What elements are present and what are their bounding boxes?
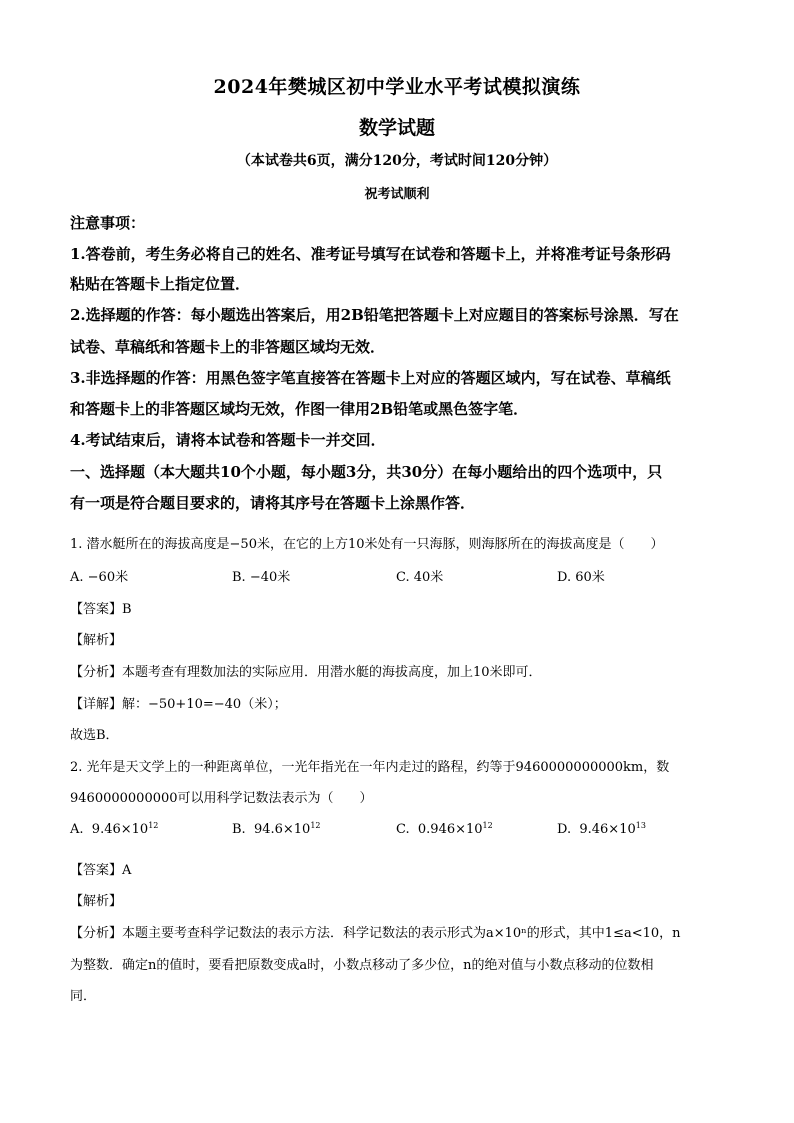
q2-fenxi-end: 同． (70, 989, 97, 1004)
q2-option-a: A. $9.46\times 10^{12}$ (70, 821, 159, 837)
q2-analysis-label: 【解析】 (70, 894, 123, 909)
q1-analysis-label: 【解析】 (70, 633, 123, 648)
notice-line: 2.选择题的作答：每小题选出答案后，用2B铅笔把答题卡上对应题目的答案标号涂黑．写在 (70, 306, 679, 324)
notice-heading: 注意事项： (70, 214, 146, 232)
section-heading-cont: 有一项是符合题目要求的，请将其序号在答题卡上涂黑作答． (70, 494, 476, 512)
q1-detail: 【详解】解：−50+10=−40（米）； (70, 697, 287, 712)
q2-fenxi-cont: 为整数．确定n的值时，要看把原数变成a时，小数点移动了多少位，n的绝对值与小数点移动的位数相 (70, 958, 654, 973)
q1-answer: 【答案】B (70, 602, 132, 617)
q2-option-b: B. $94.6\times 10^{12}$ (232, 821, 321, 837)
exam-info: （本试卷共6页，满分120分，考试时间120分钟） (236, 153, 558, 169)
q1-option-b: B. −40米 (232, 570, 291, 585)
q1-choose: 故选B． (70, 728, 119, 743)
notice-line: 试卷、草稿纸和答题卡上的非答题区域均无效． (70, 338, 386, 356)
q1-option-a: A. −60米 (70, 570, 129, 585)
q2-stem: 2. 光年是天文学上的一种距离单位，一光年指光在一年内走过的路程，约等于9460000000000km，数 (70, 760, 670, 775)
exam-title: 2024年樊城区初中学业水平考试模拟演练 (213, 76, 581, 98)
q1-option-c: C. 40米 (396, 570, 444, 585)
notice-line: 和答题卡上的非答题区域均无效，作图一律用2B铅笔或黑色签字笔． (70, 400, 529, 418)
subject-title: 数学试题 (358, 117, 435, 139)
section-heading: 一、选择题（本大题共10个小题，每小题3分，共30分）在每小题给出的四个选项中，只 (70, 463, 663, 481)
q2-answer: 【答案】A (70, 863, 132, 878)
notice-line: 粘贴在答题卡上指定位置． (70, 275, 251, 293)
q1-stem: 1. 潜水艇所在的海拔高度是−50米，在它的上方10米处有一只海豚，则海豚所在的海拔高度是（ ） (70, 537, 664, 552)
notice-line: 4.考试结束后，请将本试卷和答题卡一并交回． (70, 431, 386, 449)
notice-line: 1.答卷前，考生务必将自己的姓名、准考证号填写在试卷和答题卡上，并将准考证号条形码 (70, 245, 671, 263)
q2-option-d: D. $9.46\times 10^{13}$ (557, 821, 646, 837)
q2-stem-cont: 9460000000000可以用科学记数法表示为（ ） (70, 791, 373, 806)
q1-option-d: D. 60米 (557, 570, 605, 585)
q1-fenxi: 【分析】本题考查有理数加法的实际应用．用潜水艇的海拔高度，加上10米即可． (70, 665, 542, 680)
q2-option-c: C. $0.946\times 10^{12}$ (396, 821, 493, 837)
exam-wish: 祝考试顺利 (364, 187, 430, 202)
notice-line: 3.非选择题的作答：用黑色签字笔直接答在答题卡上对应的答题区域内，写在试卷、草稿纸 (70, 369, 671, 387)
q2-fenxi: 【分析】本题主要考查科学记数法的表示方法．科学记数法的表示形式为a×10ⁿ的形式，其中1≤a<10，n (70, 926, 681, 941)
